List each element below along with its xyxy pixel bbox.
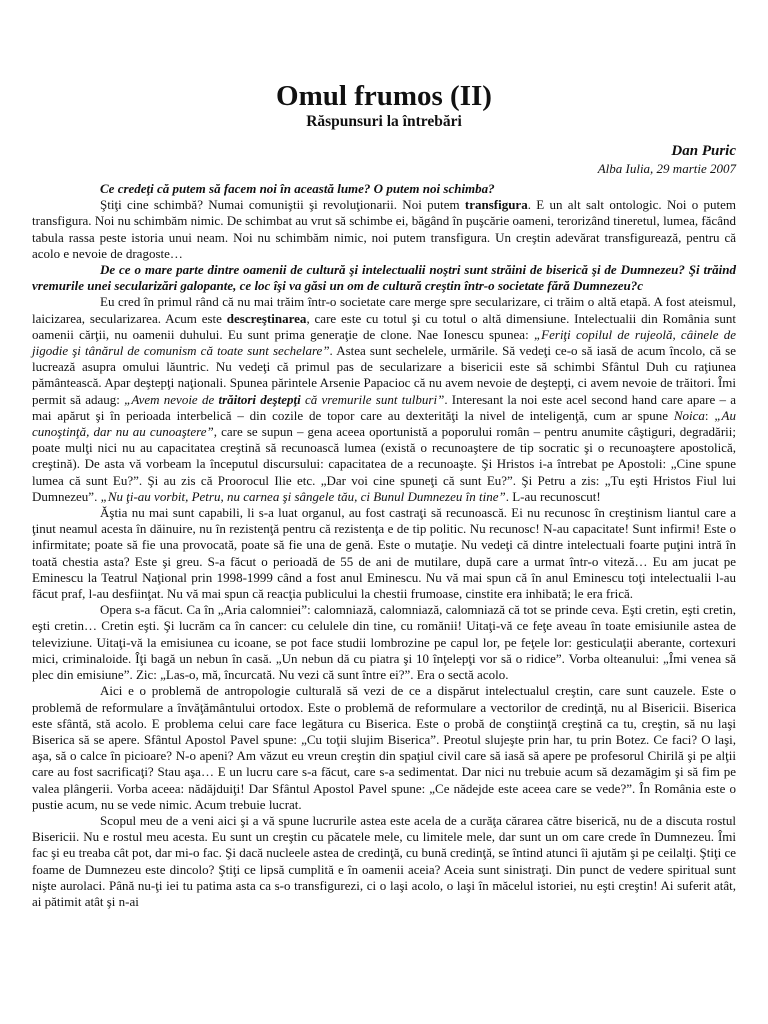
answer-paragraph <box>32 294 736 505</box>
italic-quote: că vremurile sunt tulburi” <box>300 391 445 407</box>
question-paragraph: Ce credeţi că putem să facem noi în această lume? O putem noi schimba? <box>100 181 495 196</box>
answer-paragraph: Ăştia nu mai sunt capabili, li s-a luat organul, au fost castraţi să recunoască. Ei nu recunosc în creştinism liantul care a ţinut neamul acesta în dăinuire, nu în rezistenţă pentru că rezistenţa e de tip politic. Nu recunosc! N-au capacitate! Sunt infirmi! Este o infirmitate; poate să fie una provocată, poate să fie una de genă. Este o mutaţie. Nu vedeţi că dintre intelectuali foarte puţini intră în toată chestia asta? Este şi greu. S-a făcut o perioadă de 55 de ani de mutilare, după care a urmat într-o viteză… Eu am jucat pe Eminescu la Teatrul Naţional prin 1998-1999 când a fost anul Eminescu. Nu vă mai spun că în anul Eminescu toţi intelectualii l-au făcut praf, l-au desfiinţat. Nu vă mai spun că reacţia publicului la chestii frumoase, cinstite era inhibată; le era frică. <box>32 505 736 602</box>
answer-paragraph <box>32 197 736 262</box>
author-name: Dan Puric <box>671 143 736 159</box>
text-run: . L-au recunoscut! <box>505 488 601 504</box>
italic-quote: „Au cunoştinţă, dar nu au cunoaştere” <box>32 407 736 440</box>
question-paragraph: De ce o mare parte dintre oamenii de cultură şi intelectualii noştri sunt străini de biserică şi de Dumnezeu? Şi trăind vremurile unei secularizări galopante, ce loc îşi va găsi un om de cultură creştin într-o societate fără Dumnezeu?c <box>32 262 736 294</box>
italic-quote: „Nu ţi-au vorbit, Petru, nu carnea şi sângele tău, ci Bunul Dumnezeu în tine” <box>100 488 506 504</box>
italic-quote: „Feriţi copilul de rujeolă, câinele de jigodie şi tânărul de comunism că toate sunt sechelare” <box>32 326 736 359</box>
text-run: , care se supun – gena aceea oportunistă a poporului român – pentru anumite câştiguri, degradării; poate mulţi nici nu au capacitatea creştină să recunoască lumea (există o recunoaştere de tip socratic şi o recunoaştere apostolică, creştină). De asta vă vorbeam la începutul discursului: capacitatea de a recunoaşte. Şi Hristos i-a întrebat pe Apostoli: „Cine spune lumea că sunt Eu?”. Şi au zis că Proorocul Ilie etc. „Dar voi cine spuneţi că sunt Eu?”. Şi Petru a zis: „Tu eşti Hristos Fiul lui Dumnezeu”. <box>32 424 736 504</box>
place-date: Alba Iulia, 29 martie 2007 <box>597 161 736 176</box>
text-run: , care este cu totul şi cu totul o altă dimensiune. Intelectualii din România sunt oamenii cărţii, nu oamenii duhului. Eu sunt prima generaţie de clone. Nae Ionescu spunea: <box>32 310 736 342</box>
text-run: . Astea sunt sechelele, urmările. Să vedeţi ce-o să iasă de acum încolo, că se lucrează asupra omului lăuntric. Nu vedeţi că primul pas de secularizare a bisericii este să schimbi Sfântul Duh cu raţiunea pământească. Apar deştepţi naţionali. Spunea părintele Arsenie Papacioc că nu avem nevoie de deştepţi, ci avem nevoie de trăitori. Îmi permit să adaug: <box>32 343 736 407</box>
bold-term: descreştinarea <box>226 310 307 326</box>
article-body <box>32 181 736 910</box>
document-subtitle: Răspunsuri la întrebări <box>306 113 462 130</box>
italic-quote: „Avem nevoie de <box>124 391 219 407</box>
answer-paragraph: Aici e o problemă de antropologie culturală să vezi de ce a dispărut intelectualul creştin, care sunt cauzele. Este o problemă de reformulare a învăţământului ortodox. Este o problemă de reformulare a vectorilor de credinţă, nu al Bisericii. Biserica este sfântă, stă acolo. E problema celui care face legătura cu Biserica. Este o probă de conştiinţă creştină ca tu, creştin, să nu laşi Biserica să se apere. Sfântul Apostol Pavel spune: „Cu toţii slujim Biserica”. Preotul slujeşte prin har, tu prin Botez. Ce faci? O laşi, aşa, să o calce în picioare? N-o apeni? Am văzut eu vreun creştin din spaţiul civil care să iasă să apere pe profesorul Chirilă şi pe alţii care au fost sacrificaţi? Stau aşa… E un lucru care s-a făcut, care s-a sedimentat. Dar nici nu trebuie acum să dezamăgim şi să fim pe valea plângerii. Vorba aceea: nădăjduiţi! Dar Sfântul Apostol Pavel spune: „Ce nădejde este aceea care se vede?”. În România este o pustie acum, nu se vede nimic. Acum trebuie lucrat. <box>32 683 736 812</box>
text-run: Eu cred în primul rând că nu mai trăim într-o societate care merge spre secularizare, ci trăim o altă etapă. A fost ateismul, laicizarea, secularizarea. Acum este <box>32 294 736 326</box>
answer-paragraph: Scopul meu de a veni aici şi a vă spune lucrurile astea este acela de a curăţa cărarea către biserică, nu de a discuta rostul Bisericii. Nu e rostul meu acesta. Eu sunt un creştin cu păcatele mele, cu limitele mele, dar sunt un om care crede în Dumnezeu. Îmi fac şi eu treaba cât pot, dar mi-o fac. Şi dacă nucleele astea de credinţă, cu bună credinţă, se întind atunci îi ajutăm şi pe ceilalţi. Ştiţi ce foame de Dumnezeu este dincolo? Ştiţi ce lipsă cumplită e în oamenii aceia? Aceia sunt sinistraţi. Din punct de vedere spiritual sunt nişte aurolaci. Până nu-ţi iei tu patima asta ca s-o transfigurezi, ci o laşi acolo, o laşi în măcelul istoriei, nu eşti creştin! Ai suferit atât, ai pătimit atât şi n-ai <box>32 812 736 909</box>
italic-name: Noica <box>673 407 705 423</box>
text-run: . E un alt salt ontologic. Noi o putem transfigura. Noi nu schimbăm nimic. De schimbat au vrut să schimbe ei, băgând în puşcărie oameni, terorizând tineretul, lumea, făcând tabula rassa peste istoria unui neam. Noi nu schimbăm nimic, noi putem transfigura. Un creştin adevărat transfigurează, pentru că acolo e nevoie de dragoste… <box>32 197 736 261</box>
bold-term: transfigura <box>464 197 528 213</box>
document-title: Omul frumos (II) <box>276 80 492 112</box>
text-run: Ştiţi cine schimbă? Numai comuniştii şi revoluţionarii. Noi putem <box>100 197 465 213</box>
bold-italic-term: trăitori deştepţi <box>218 391 301 407</box>
text-run: . Interesant la noi este acel second hand care apare – a mai apărut şi în perioada interbelică – din cozile de topor care au dexterităţi la nivel de inteligenţă, cum ar spune <box>32 391 737 423</box>
answer-paragraph: Opera s-a făcut. Ca în „Aria calomniei”: calomniază, calomniază, calomniază că tot se prinde ceva. Eşti cretin, eşti cretin, eşti cretin… Cretin eşti. Şi lucrăm ca în cancer: cu celulele din tine, cu romănii! Uitaţi-vă ce feţe aveau în toate emisiunile astea de televiziune. Uitaţi-vă la emisiunea cu icoane, se pot face studii lombrozine pe capul lor, pe feţele lor: gesticulaţii aberante, cortexuri mici, criminaloide. Îţi bagă un nebun în casă. „Un nebun dă cu piatra şi 10 înţelepţi vor să o ridice”. Vorba olteanului: „Îmi venea să plec din emisiune”. Zic: „Las-o, mă, încurcată. Nu vezi că sunt între ei?”. Era o sectă acolo. <box>32 602 736 683</box>
text-run: : <box>704 407 715 423</box>
